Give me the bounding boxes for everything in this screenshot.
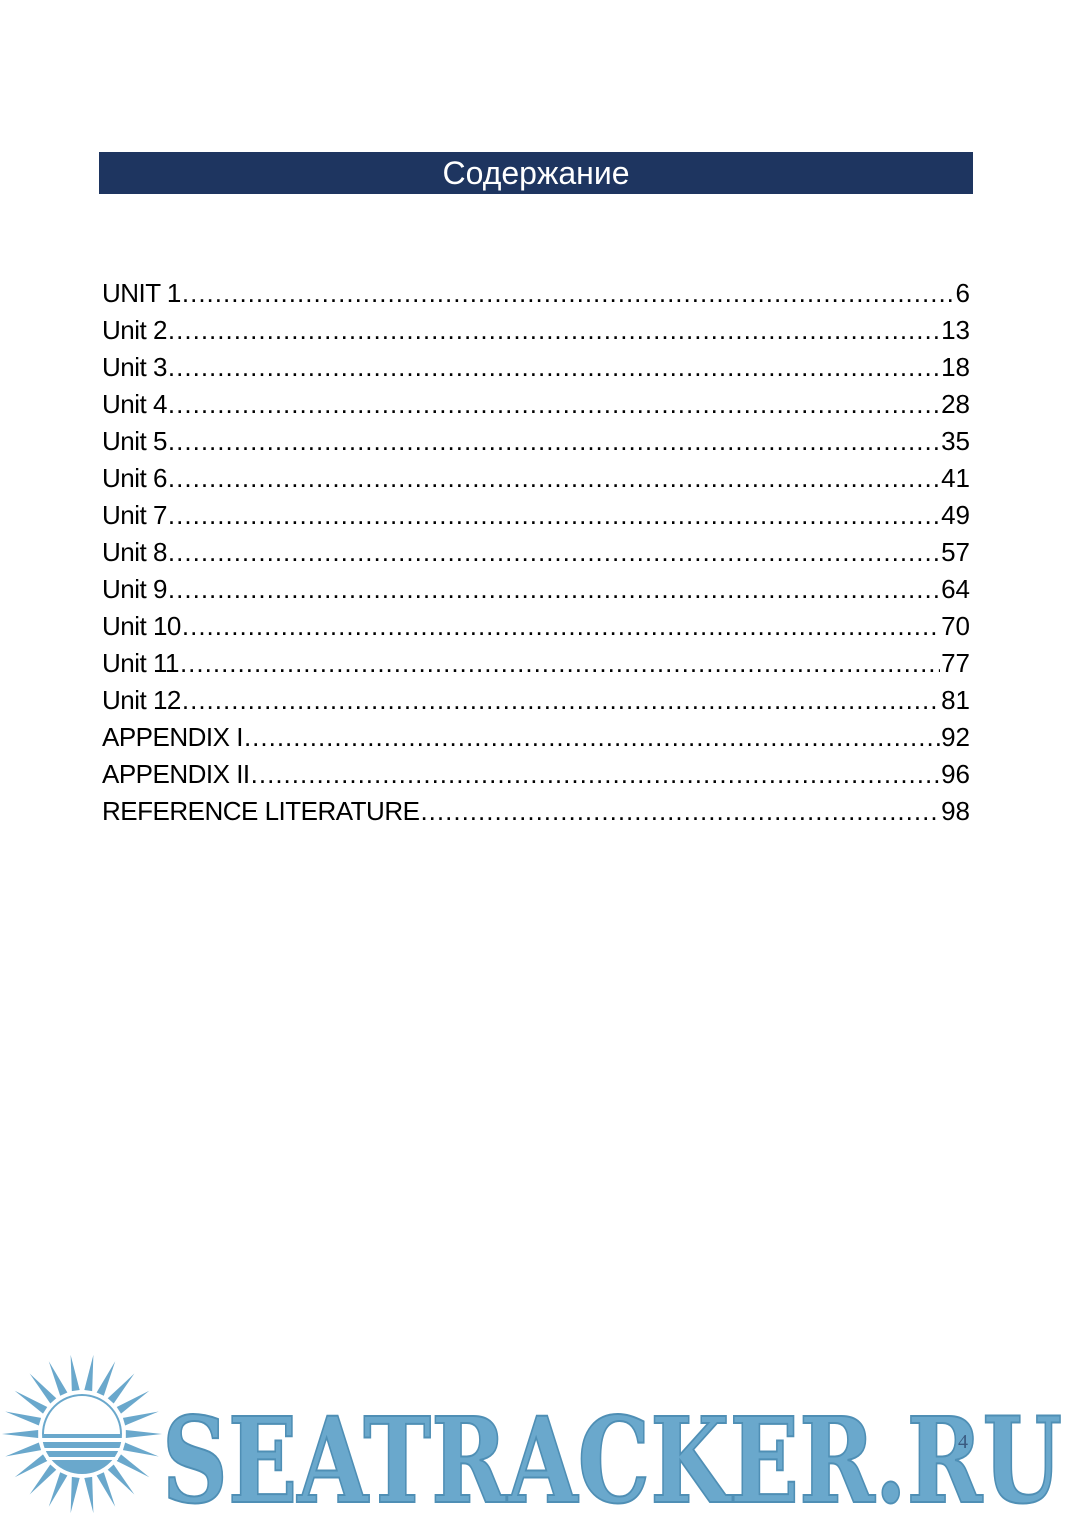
toc-entry-unit-10[interactable] [102,611,970,648]
toc-entry-label: UNIT 1 [102,278,181,308]
toc-leader-dots [182,278,955,309]
toc-entry-page: 92 [941,722,970,752]
toc-entry-page: 35 [941,426,970,456]
toc-leader-dots [168,463,940,494]
toc-entry-unit-12[interactable] [102,685,970,722]
toc-entry-page: 49 [941,500,970,530]
toc-entry-label: Unit 9 [102,574,167,604]
toc-leader-dots [182,611,940,642]
toc-title: Содержание [442,155,630,191]
toc-entry-label: Unit 8 [102,537,167,567]
toc-entry-page: 18 [941,352,970,382]
watermark-text: SEATRACKER.RU [162,1391,1062,1515]
page-number: 4 [958,1431,968,1453]
toc-leader-dots [168,426,940,457]
toc-entry-label: Unit 12 [102,685,181,715]
table-of-contents [102,278,970,833]
toc-leader-dots [168,315,940,346]
toc-leader-dots [168,537,940,568]
toc-leader-dots [251,759,940,790]
seatracker-watermark [0,1352,1080,1515]
toc-entry-label: Unit 6 [102,463,167,493]
toc-leader-dots [168,500,940,531]
toc-entry-reference-literature[interactable] [102,796,970,833]
toc-entry-page: 28 [941,389,970,419]
toc-entry-page: 98 [941,796,970,826]
toc-entry-label: Unit 4 [102,389,167,419]
toc-leader-dots [420,796,940,827]
toc-entry-label: Unit 2 [102,315,167,345]
toc-entry-unit-9[interactable] [102,574,970,611]
toc-entry-unit-5[interactable] [102,426,970,463]
toc-entry-page: 70 [941,611,970,641]
toc-entry-page: 77 [941,648,970,678]
toc-entry-appendix-1[interactable] [102,722,970,759]
toc-entry-unit-8[interactable] [102,537,970,574]
toc-entry-label: APPENDIX I [102,722,243,752]
toc-entry-label: Unit 3 [102,352,167,382]
toc-leader-dots [182,685,940,716]
toc-entry-label: Unit 7 [102,500,167,530]
toc-entry-appendix-2[interactable] [102,759,970,796]
toc-title-bar [99,152,973,194]
toc-entry-label: APPENDIX II [102,759,250,789]
toc-entry-page: 81 [941,685,970,715]
toc-entry-unit-6[interactable] [102,463,970,500]
toc-entry-page: 57 [941,537,970,567]
toc-entry-page: 13 [941,315,970,345]
toc-entry-label: Unit 11 [102,648,179,678]
toc-entry-label: Unit 5 [102,426,167,456]
toc-entry-page: 96 [941,759,970,789]
toc-entry-page: 64 [941,574,970,604]
toc-leader-dots [168,352,940,383]
toc-entry-unit-1[interactable] [102,278,970,315]
toc-entry-unit-7[interactable] [102,500,970,537]
toc-leader-dots [180,648,940,679]
toc-entry-unit-4[interactable] [102,389,970,426]
toc-entry-page: 6 [955,278,970,308]
sun-logo-icon [0,1352,1080,1515]
toc-entry-label: Unit 10 [102,611,181,641]
toc-entry-label: REFERENCE LITERATURE [102,796,420,826]
toc-leader-dots [168,574,940,605]
toc-entry-unit-3[interactable] [102,352,970,389]
toc-entry-unit-2[interactable] [102,315,970,352]
toc-leader-dots [168,389,940,420]
toc-entry-unit-11[interactable] [102,648,970,685]
toc-leader-dots [244,722,940,753]
toc-entry-page: 41 [941,463,970,493]
